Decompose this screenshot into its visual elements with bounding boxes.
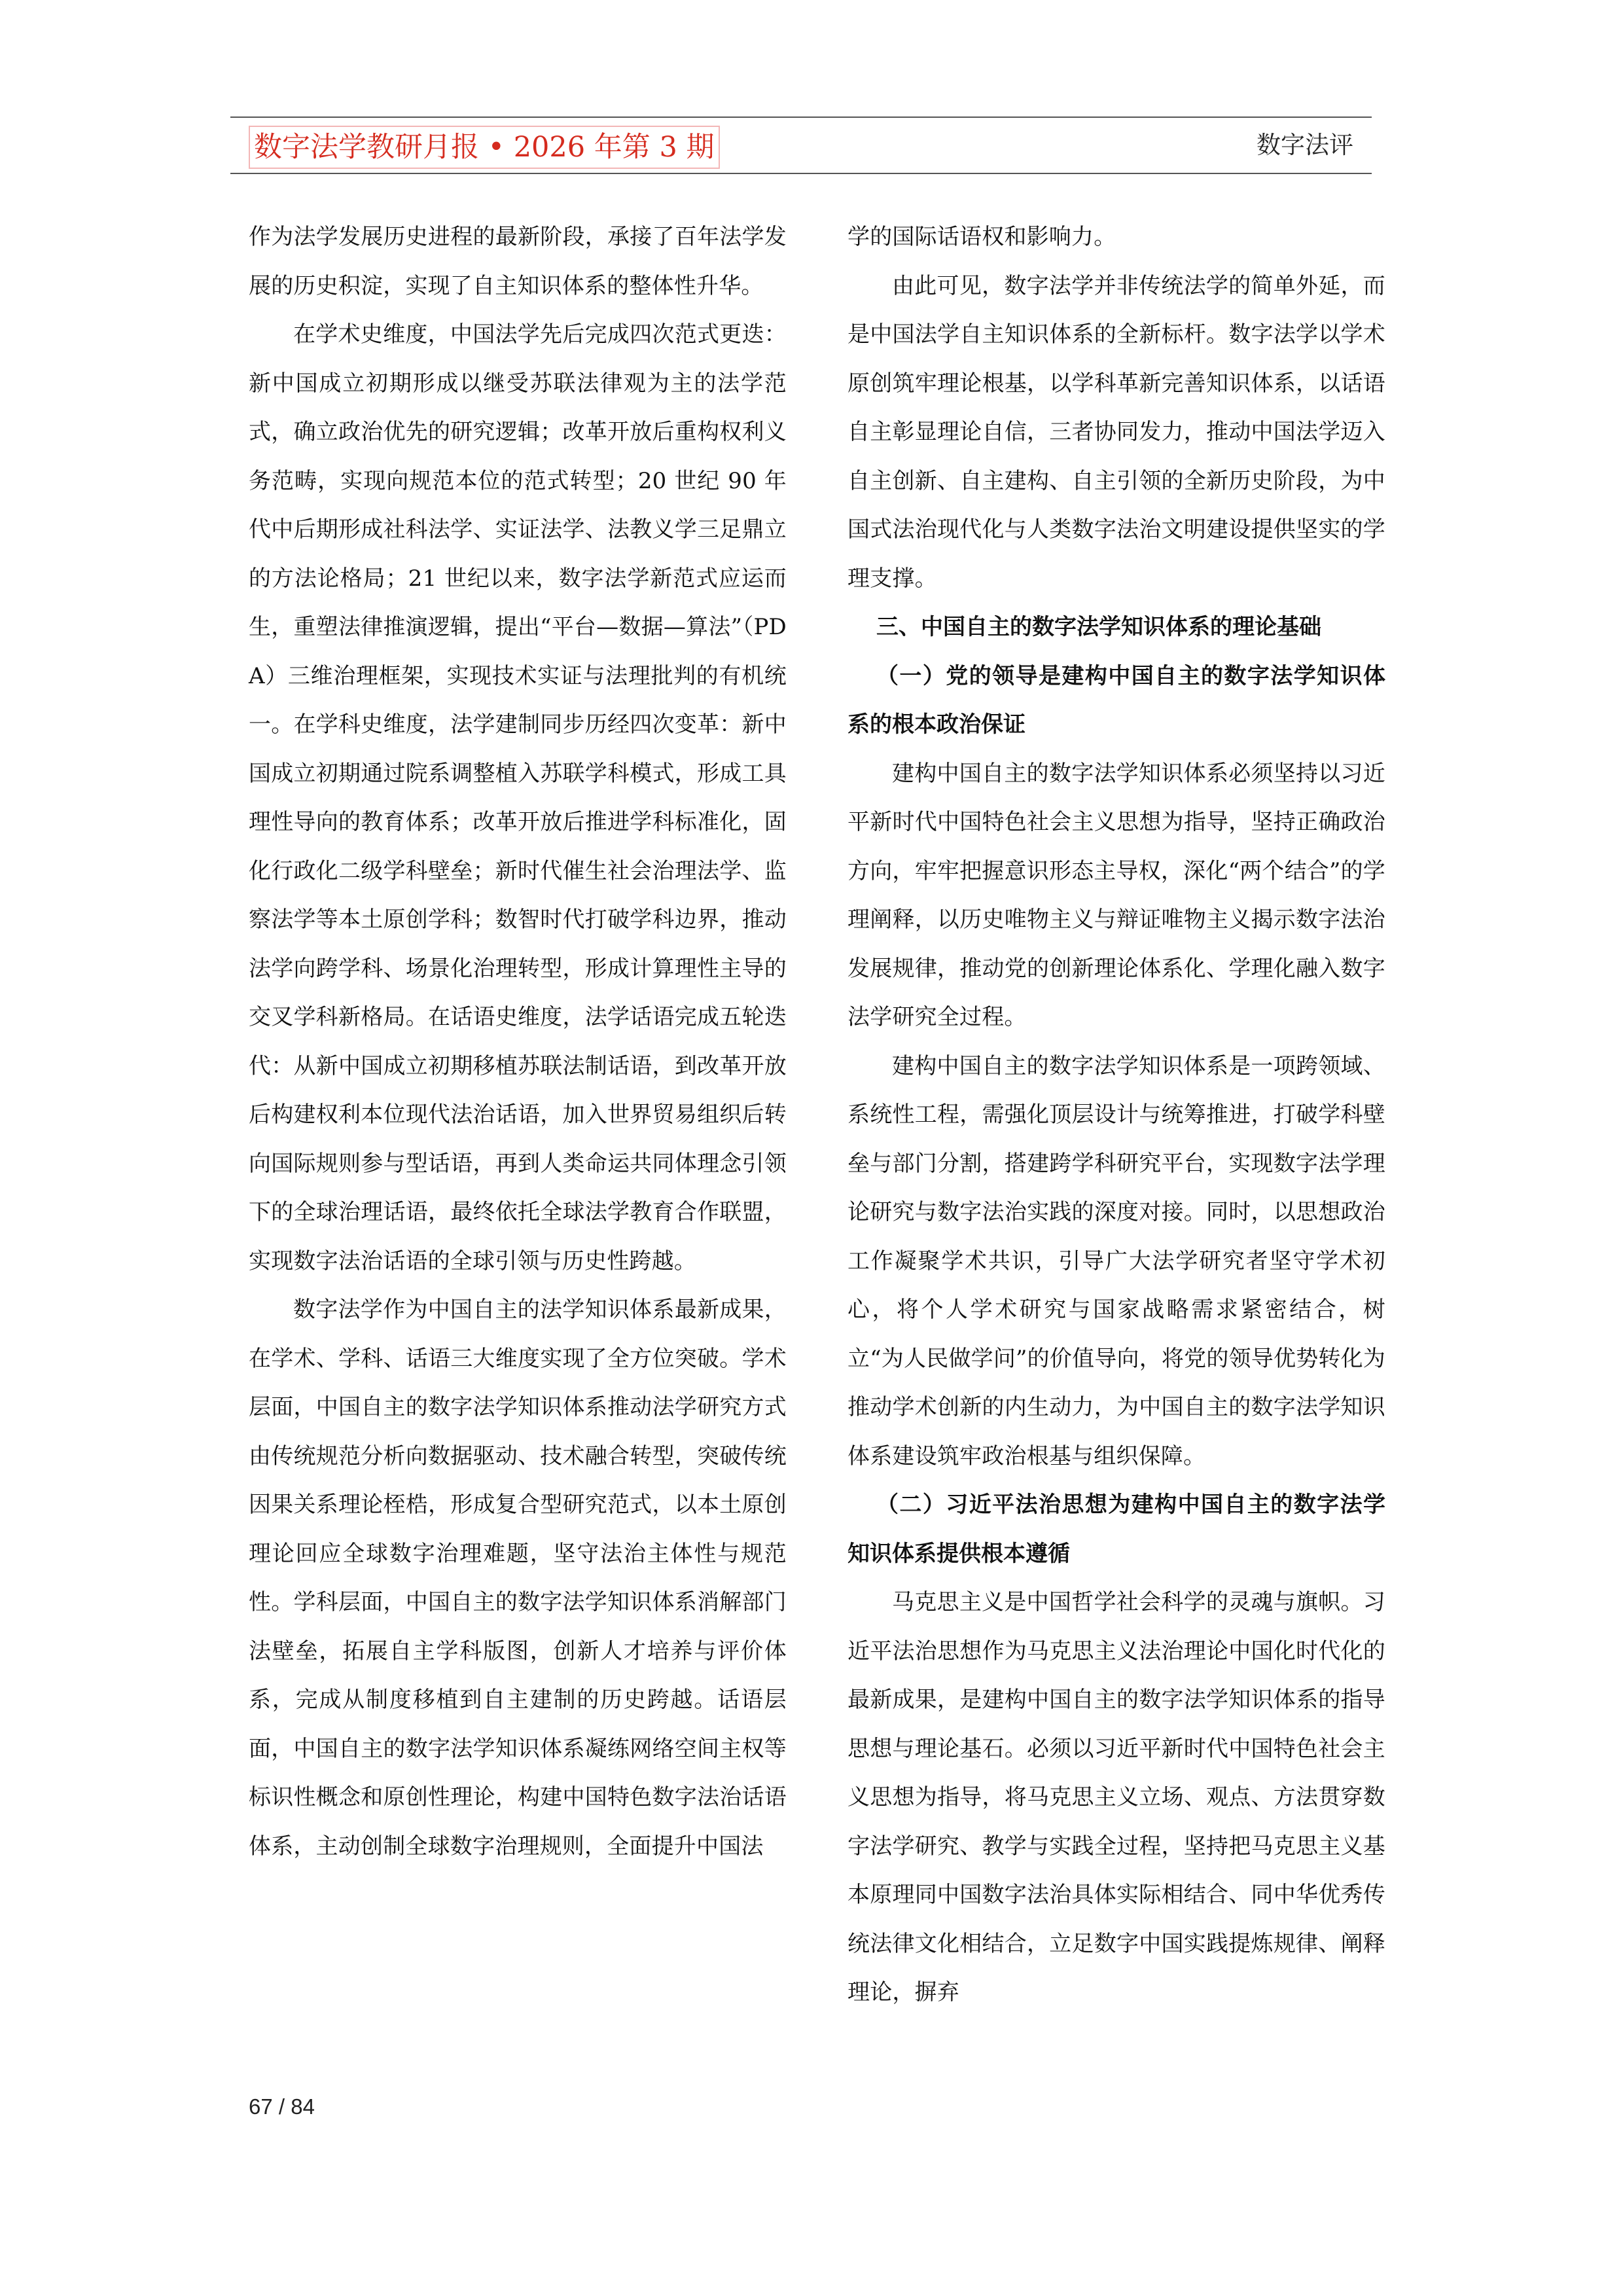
body-paragraph: 建构中国自主的数字法学知识体系必须坚持以习近平新时代中国特色社会主义思想为指导，坚持正确政治方向，牢牢把握意识形态主导权，深化“两个结合”的学理阐释，以历史唯物主义与辩证唯物主义揭示数字法治发展规律，推动党的创新理论体系化、学理化融入数字法学研究全过程。 [847,760,1385,1030]
body-paragraph: 建构中国自主的数字法学知识体系是一项跨领域、系统性工程，需强化顶层设计与统筹推进，打破学科壁垒与部门分割，搭建跨学科研究平台，实现数字法学理论研究与数字法治实践的深度对接。同时，以思想政治工作凝聚学术共识，引导广大法学研究者坚守学术初心，将个人学术研究与国家战略需求紧密结合，树立“为人民做学问”的价值导向，将党的领导优势转化为推动学术创新的内生动力，为中国自主的数字法学知识体系建设筑牢政治根基与组织保障。 [847,1052,1385,1469]
body-paragraph: 数字法学作为中国自主的法学知识体系最新成果，在学术、学科、话语三大维度实现了全方位突破。学术层面，中国自主的数字法学知识体系推动法学研究方式由传统规范分析向数据驱动、技术融合转型，突破传统因果关系理论桎梏，形成复合型研究范式，以本土原创理论回应全球数字治理难题，坚守法治主体性与规范性。学科层面，中国自主的数字法学知识体系消解部门法壁垒，拓展自主学科版图，创新人才培养与评价体系，完成从制度移植到自主建制的历史跨越。话语层面，中国自主的数字法学知识体系凝练网络空间主权等标识性概念和原创性理论，构建中国特色数字法治话语体系，主动创制全球数字治理规则，全面提升中国法 [249,1297,787,1859]
section-title: 数字法评 [1257,131,1353,159]
section-heading: 三、中国自主的数字法学知识体系的理论基础 [876,614,1321,640]
left-text-column [249,213,787,1871]
section-heading: （一）党的领导是建构中国自主的数字法学知识体系的根本政治保证 [847,662,1385,738]
body-paragraph: 由此可见，数字法学并非传统法学的简单外延，而是中国法学自主知识体系的全新标杆。数字法学以学术原创筑牢理论根基，以学科革新完善知识体系，以话语自主彰显理论自信，三者协同发力，推动中国法学迈入自主创新、自主建构、自主引领的全新历史阶段，为中国式法治现代化与人类数字法治文明建设提供坚实的学理支撑。 [847,272,1385,592]
body-paragraph: 作为法学发展历史进程的最新阶段，承接了百年法学发展的历史积淀，实现了自主知识体系的整体性升华。 [249,224,787,299]
section-heading: （二）习近平法治思想为建构中国自主的数字法学知识体系提供根本遵循 [847,1492,1385,1567]
right-text-column [847,213,1385,2017]
body-paragraph: 学的国际话语权和影响力。 [847,224,1116,250]
page-number: 67 / 84 [249,2094,315,2119]
running-header [230,117,1372,174]
body-paragraph: 马克思主义是中国哲学社会科学的灵魂与旗帜。习近平法治思想作为马克思主义法治理论中国化时代化的最新成果，是建构中国自主的数字法学知识体系的指导思想与理论基石。必须以习近平新时代中国特色社会主义思想为指导，将马克思主义立场、观点、方法贯穿数字法学研究、教学与实践全过程，坚持把马克思主义基本原理同中国数字法治具体实际相结合、同中华优秀传统法律文化相结合，立足数字中国实践提炼规律、阐释理论，摒弃 [847,1589,1385,2005]
journal-issue-title: 数字法学教研月报 • 2026 年第 3 期 [249,126,720,169]
body-paragraph: 在学术史维度，中国法学先后完成四次范式更迭：新中国成立初期形成以继受苏联法律观为主的法学范式，确立政治优先的研究逻辑；改革开放后重构权利义务范畴，实现向规范本位的范式转型；20 世纪 90 年代中后期形成社科法学、实证法学、法教义学三足鼎立的方法论格局；21 世纪以来，数字法学新范式应运而生，重塑法律推演逻辑，提出“平台—数据—算法”（PDA）三维治理框架，实现技术实证与法理批判的有机统一。在学科史维度，法学建制同步历经四次变革：新中国成立初期通过院系调整植入苏联学科模式，形成工具理性导向的教育体系；改革开放后推进学科标准化，固化行政化二级学科壁垒；新时代催生社会治理法学、监察法学等本土原创学科；数智时代打破学科边界，推动法学向跨学科、场景化治理转型，形成计算理性主导的交叉学科新格局。在话语史维度，法学话语完成五轮迭代：从新中国成立初期移植苏联法制话语，到改革开放后构建权利本位现代法治话语，加入世界贸易组织后转向国际规则参与型话语，再到人类命运共同体理念引领下的全球治理话语，最终依托全球法学教育合作联盟，实现数字法治话语的全球引领与历史性跨越。 [249,321,787,1274]
